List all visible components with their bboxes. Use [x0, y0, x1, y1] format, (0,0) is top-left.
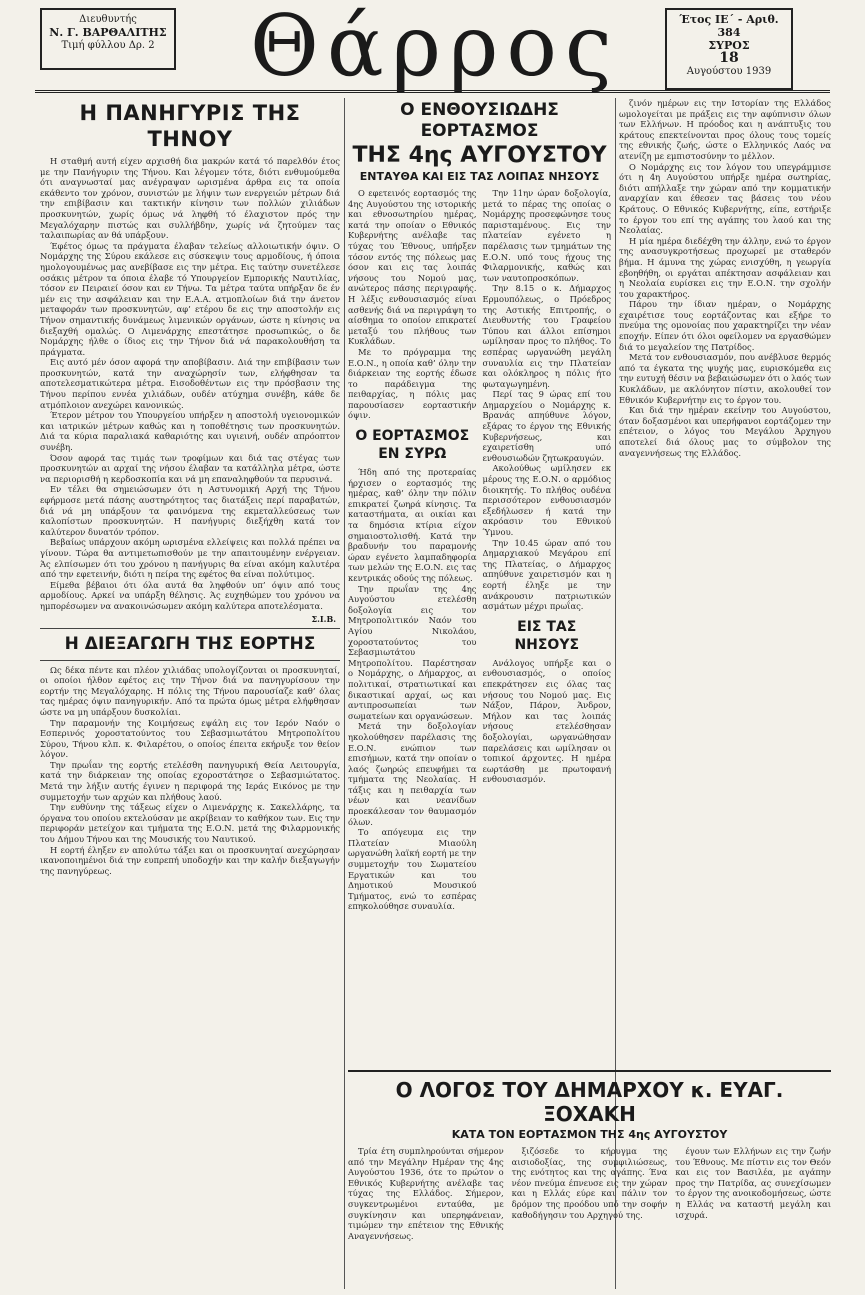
paragraph: Ως δέκα πέντε και πλέον χιλιάδας υπολογίζονται οι προσκυνηταί, οι οποίοι ήλθον εφέτος εις την Τήνον διά να πανηγυρίσουν την εορτήν της Μεγαλόχαρης. Η πόλις της Τήνου παρουσίαζε καθ’ όλας τας ημέρας όψιν πανηγυρικήν. Από τα πρώτα όμως μέτρα ελήφθησαν ώστε να μη υπάρξουν δυσκολίαι.: [40, 664, 340, 717]
paragraph: Όσον αφορά τας τιμάς των τροφίμων και διά τας στέγας των προσκυνητών αι αρχαί της νήσου έλαβαν τα κατάλληλα μέτρα, ώστε να περιορισθή η κερδοσκοπία και νά μη επαναληφθούν τα περυσινά.: [40, 452, 340, 484]
paragraph: Την 11ην ώραν δοξολογία, μετά το πέρας της οποίας ο Νομάρχης προσεφώνησε τους παρισταμένους. Εις την πλατείαν εγένετο η παρέλασις των τμημάτων της Ε.Ο.Ν. υπό τους ήχους της Φιλαρμονικής, καθώς και των ναυτοπροσκόπων.: [482, 188, 611, 283]
paragraph: Ο εφετεινός εορτασμός της 4ης Αυγούστου της ιστορικής και εθνοσωτηρίου ημέρας, κατά την οποίαν ο Εθνικός Κυβερνήτης ανέλαβε τας τύχας του Έθνους, υπήρξεν τόσον εντός της πόλεως μας όσον και εις τας λοιπάς νήσους του Νομού μας, ανώτερος πάσης περιγραφής. Η λέξις ενθουσιασμός είναι ασθενής διά να περιγράψη το αίσθημα το οποίον επικρατεί μεταξύ του πλήθους των Κυκλάδων.: [348, 188, 477, 347]
paragraph: Έφέτος όμως τα πράγματα έλαβαν τελείως αλλοιωτικήν όψιν. Ο Νομάρχης της Σύρου εκάλεσε εις σύσκεψιν τους αρμοδίους, ή όποια ημολογουμένως μας ανεβίβασε εις την μέτρα. Εις ταύτην συνετέλεσε οσάκις μέτρον τα όποια έλαβε τό Υπουργείον Εμπορικής Ναυτιλίας, τόσον εν Πειραιεί όσον και εν Τήνω. Τα μέτρα ταύτα υπήρξαν δε έν μέν εις την ασφάλειαν και την Ε.Α.Α. ατμοπλοίων διά την άνετον μεταφοράν των προσκυνητών, αφ’ ετέρου δε εις την αποστολήν εις Τήνον σημαντικής δυνάμεως λιμενικών οργάνων, ώστε η κίνησις να διεξαχθή ομαλώς. Ο Λιμενάρχης επεστάτησε προσωπικώς, ο δε Νομάρχης ήλθε ο ίδιος εις την Τήνον διά νά παρακολουθήση τα πράγματα.: [40, 240, 340, 357]
paragraph: Περί τας 9 ώρας επί του Δημαρχείου ο Νομάρχης κ. Βρανάς απηύθυνε λόγον, εξάρας το έργον της Εθνικής Κυβερνήσεως, και εχαιρετίσθη υπό ενθουσιωδών ζητωκραυγών.: [482, 389, 611, 463]
issue-box: [665, 8, 793, 90]
article-headline-tinos: Η ΠΑΝΗΓΥΡΙΣ ΤΗΣ ΤΗΝΟΥ: [79, 101, 301, 151]
paragraph: Η σταθμή αυτή είχεν αρχισθή δια μακρών κατά τό παρελθόν έτος με την Πανήγυριν της Τήνου. Και λέγομεν τότε, διότι ενθυμούμεθα ότι αναγνωσταί μας ανέγραψαν ωρισμένα άρθρα εις τα οποία εκάθεντο τον χρόνον, συνιστών με λήψιν των ενεργειών μέτρων διά την επιβίβασιν και τακτικήν κίνησιν των πολλών χιλιάδων προσκυνητών, χωρίς όμως νά ληφθή τό έλαχιστον πρός την Μεγαλόχαρην πιστώς και συλλήβδην, χωρίς νά ζητούμεν τας ταλαιπωρίας αν θά υπάρξουν.: [40, 156, 340, 241]
paragraph: Έτερον μέτρον του Υπουργείου υπήρξεν η αποστολή υγειονομικών και ιατρικών μέτρων καθώς και η τοποθέτησις των προσκυνητών. Διά τα κύρια παραλιακά καθαριότης και υγιεινή, ουδέν απρόοπτον συνέβη.: [40, 410, 340, 453]
paragraph: Και διά την ημέραν εκείνην του Αυγούστου, όταν δοξασμένοι και υπερήφανοι εορτάζομεν την επέτειον, ο λόγος του Μεγάλου Άρχηγου αποτελεί διά όλους μας το σύμβολον της αναγεννήσεως της Ελλάδος.: [619, 405, 831, 458]
masthead-rule: [35, 90, 830, 93]
issue-day: 18: [719, 50, 739, 66]
mayor-speech-columns: [348, 1146, 831, 1241]
paragraph: Εις αυτό μέν όσον αφορά την αποβίβασιν. Διά την επιβίβασιν των προσκυνητών, κατά την αναχώρησίν των, ελήφθησαν τα αποτελεσματικώτερα μέτρα. Εισοδοθέντων εις την πρόσβασιν της Τήνου περίπου εννέα χιλιάδων, ουδέν ατύχημα συνέβη, κάθε δε ατμόπλοιον ανεχώρει κανονικώς.: [40, 357, 340, 410]
paragraph: Την 8.15 ο κ. Δήμαρχος Ερμουπόλεως, ο Πρόεδρος της Αστικής Επιτροπής, ο Διευθυντής του Γραφείου Τύπου και άλλοι επίσημοι ωμίλησαν προς το πλήθος. Το εσπέρας ωργανώθη μεγάλη συναυλία εις την Πλατείαν και ολόκληρος η πόλις ήτο φωταγωγημένη.: [482, 283, 611, 389]
article-signature: Σ.Ι.Β.: [311, 613, 336, 624]
paragraph: Τρία έτη συμπληρούνται σήμερον από την Μεγάλην Ημέραν της 4ης Αυγούστου 1936, ότε το πρώτον ο Εθνικός Κυβερνήτης ανέλαβε τας τύχας της Ελλάδος. Σήμερον, συγκεντρωμένοι ενταύθα, με συγκίνησιν και υπερηφάνειαν, τιμώμεν την επέτειον της Εθνικής Αναγεννήσεως.: [348, 1146, 504, 1241]
paragraph: Την 10.45 ώραν από του Δημαρχιακού Μεγάρου επί της Πλατείας, ο Δήμαρχος απηύθυνε χαιρετισμόν και η εορτή έληξε με την ανάκρουσιν πατριωτικών ασμάτων μέχρι πρωΐας.: [482, 537, 611, 612]
paragraph: Βεβαίως υπάρχουν ακόμη ωρισμένα ελλείψεις και πολλά πρέπει να γίνουν. Τώρα θα αντιμετωπισθούν με την απαιτουμένην ενέργειαν. Άς ελπίσωμεν ότι του χρόνου η πανήγυρις θα είναι ακόμη καλυτέρα από την εφετεινήν, διότι η πείρα της εφέτος θα είναι πολύτιμος.: [40, 537, 340, 580]
paragraph: Εν τέλει θα σημειώσωμεν ότι η Αστυνομική Αρχή της Τήνου εφήρμοσε μετά πάσης αυστηρότητος τας διατάξεις περί παραβατών, διά νά μη υπάρξουν τα φαινόμενα της εκμεταλλεύσεως των καλοπίστων προσκυνητών. Η πανήγυρις διεξήχθη κατά τον καλύτερον δυνατόν τρόπον.: [40, 484, 340, 537]
two-column-block: [348, 188, 611, 912]
paragraph: Πάρου την ίδιαν ημέραν, ο Νομάρχης εχαιρέτισε τους εορτάζοντας και εξήρε το πνεύμα της ομονοίας που χαρακτηρίζει την νέαν εποχήν. Είπεν ότι όλοι οφείλομεν να εργασθώμεν διά το μεγαλείον της Πατρίδος.: [619, 299, 831, 352]
paragraph: Ανάλογος υπήρξε και ο ενθουσιασμός, ο οποίος επεκράτησεν εις όλας τας νήσους του Νομού μας. Εις Νάξον, Πάρον, Άνδρον, Μήλον και τας λοιπάς νήσους ετελέσθησαν δοξολογίαι, ωργανώθησαν παρελάσεις και ωμίλησαν οι τοπικοί άρχοντες. Η ημέρα εωρτάσθη με πρωτοφανή ενθουσιασμόν.: [482, 657, 611, 785]
section-heading-syros: Ο ΕΟΡΤΑΣΜΟΣ ΕΝ ΣΥΡΩ: [355, 428, 470, 463]
article-headline-august4-line2: ΤΗΣ 4ης ΑΥΓΟΥΣΤΟΥ: [352, 143, 607, 168]
article-subhead-mayor: ΚΑΤΑ ΤΟΝ ΕΟΡΤΑΣΜΟΝ ΤΗΣ 4ης ΑΥΓΟΥΣΤΟΥ: [451, 1128, 728, 1141]
article-headline-feast: Η ΔΙΕΞΑΓΩΓΗ ΤΗΣ ΕΟΡΤΗΣ: [64, 633, 316, 654]
article-headline-mayor: Ο ΛΟΓΟΣ ΤΟΥ ΔΗΜΑΡΧΟΥ κ. ΕΥΑΓ. ΞΟΧΑΚΗ: [395, 1078, 784, 1126]
paragraph: Ακολούθως ωμίλησεν εκ μέρους της Ε.Ο.Ν. ο αρμόδιος διοικητής. Το πλήθος ουδένα περισσότερον ενθουσιασμόν εξεδήλωσεν ή κατά την ακρόασιν του Εθνικού Ύμνου.: [482, 463, 611, 537]
issue-year-number: Έτος ΙΕ΄ - Αριθ. 384: [679, 13, 779, 39]
paragraph: Η εορτή έληξεν εν απολύτω τάξει και οι προσκυνηταί ανεχώρησαν ικανοποιημένοι διά την ευπρεπή υποδοχήν και την καλήν διεξαγωγήν της πανηγύρεως.: [40, 844, 340, 876]
editor-role: Διευθυντής: [79, 14, 137, 25]
issue-city: ΣΥΡΟΣ: [708, 39, 750, 52]
newspaper-title: Θάρρος: [250, 0, 620, 95]
column-left: [40, 98, 340, 1289]
article-headline-august4: Ο ΕΝΘΟΥΣΙΩΔΗΣ ΕΟΡΤΑΣΜΟΣ: [400, 100, 559, 141]
paragraph: ζινόν ημέρων εις την Ιστορίαν της Ελλάδος ωμολογείται με πράξεις εις την αφύπνισιν όλων των Ελλήνων. Η πρόοδος και η ανάπτυξις του κράτους επεκτείνονται προς όλους τους τομείς της εθνικής ζωής, ώστε ο Ελληνικός Λαός να ατενίζη με εμπιστοσύνην το μέλλον.: [619, 98, 831, 161]
paragraph: Ήδη από της προτεραίας ήρχισεν ο εορτασμός της ημέρας, καθ’ όλην την πόλιν επικρατεί ζωηρά κίνησις. Τα καταστήματα, αι οικίαι και τα δημόσια κτίρια είχον σημαιοστολισθή. Κατά την βραδυνήν του παραμονής ώραν εγένετο λαμπαδηφορία των μελών της Ε.Ο.Ν. εις τας κεντρικάς οδούς της πόλεως.: [348, 467, 477, 583]
paragraph: Με το πρόγραμμα της Ε.Ο.Ν., η οποία καθ’ όλην την διάρκειαν της εορτής έδωσε το παράδειγμα της πειθαρχίας, η πόλις μας παρουσίασεν εορταστικήν όψιν.: [348, 346, 477, 421]
article-body-tinos: [40, 156, 340, 612]
paragraph: Το απόγευμα εις την Πλατείαν Μιαούλη ωργανώθη λαϊκή εορτή με την συμμετοχήν του Σωματείου Εργατικών και του Δημοτικού Μουσικού Τμήματος, ενώ το εσπέρας επηκολούθησε συναυλία.: [348, 827, 477, 912]
paragraph: Η μία ημέρα διεδέχθη την άλλην, ενώ το έργον της ανασυγκροτήσεως προχωρεί με σταθερόν βήμα. Η άμυνα της χώρας ενισχύθη, η γεωργία εβοηθήθη, οι εργάται απέκτησαν ασφάλειαν και η Νεολαία ευρίσκει εις την Ε.Ο.Ν. την σχολήν του χαρακτήρος.: [619, 235, 831, 299]
paragraph: Ο Νομάρχης εις τον λόγον του υπεγράμμισε ότι η 4η Αυγούστου υπήρξε ημέρα σωτηρίας, διότι απήλλαξε την χώραν από την κομματικήν αναρχίαν και έθεσεν τας βάσεις του νέου Κράτους. Ο Εθνικός Κυβερνήτης, είπε, εστήριξε το έργον του επί της αγάπης του λαού και της Νεολαίας.: [619, 161, 831, 236]
section-rule: [40, 628, 340, 661]
column-divider: [344, 98, 345, 1289]
paragraph: ξιζόσεδε το κήρυγμα της αισιοδοξίας, της συμφιλιώσεως, της ενότητος και της αγάπης. Ένα νέον πνεύμα έπνευσε εις την χώραν και η Ελλάς εύρε και πάλιν τον δρόμον της προόδου υπό την σοφήν καθοδήγησιν του Αρχηγού της.: [511, 1146, 668, 1220]
paragraph: Μετά την δοξολογίαν ηκολούθησεν παρέλασις της Ε.Ο.Ν. ενώπιον των επισήμων, κατά την οποίαν ο λαός ζωηρώς επευφήμει τα τμήματα της Νεολαίας. Η τάξις και η πειθαρχία των νέων και νεανίδων προεκάλεσαν τον θαυμασμόν όλων.: [348, 721, 477, 827]
issue-month-year: Αυγούστου 1939: [686, 66, 772, 77]
paragraph: Την πρωΐαν της εορτής ετελέσθη πανηγυρική Θεία Λειτουργία, κατά την διάρκειαν της οποίας εχοροστάτησε ο Σεβασμιώτατος. Μετά την λήξιν αυτής έγινεν η περιφορά της Ιεράς Εικόνος με την συμμετοχήν των αρχών και πλήθους λαού.: [40, 759, 340, 802]
paragraph: Είμεθα βέβαιοι ότι όλα αυτά θα ληφθούν υπ’ όψιν από τους αρμοδίους. Αρκεί να υπάρξη θέλησις. Άς ευχηθώμεν του χρόνου να ημπορέσωμεν να ανακοινώσωμεν ακόμη καλύτερα αποτελέσματα.: [40, 579, 340, 611]
subcolumn-left: [348, 188, 477, 912]
subcolumn-right: [483, 188, 612, 912]
paragraph: Την πρωΐαν της 4ης Αυγούστου ετελέσθη δοξολογία εις τον Μητροπολιτικόν Ναόν του Αγίου Νικολάου, χοροστατούντος του Σεβασμιωτάτου Μητροπολίτου. Παρέστησαν ο Νομάρχης, ο Δήμαρχος, αι πολιτικαί, στρατιωτικαί και δικαστικαί αρχαί, ως και αντιπροσωπείαι των σωματείων και οργανώσεων.: [348, 583, 477, 721]
section-heading-islands: ΕΙΣ ΤΑΣ ΝΗΣΟΥΣ: [514, 618, 580, 653]
editor-name: Ν. Γ. ΒΑΡΘΑΛΙΤΗΣ: [49, 26, 167, 39]
paragraph: έγουν των Ελλήνων εις την ζωήν του Έθνους. Με πίστιν εις τον Θεόν και εις τον Βασιλέα, με αγάπην προς την Πατρίδα, ας συνεχίσωμεν το έργον της ανοικοδομήσεως, ώστε η Ελλάς να καταστή μεγάλη και ισχυρά.: [675, 1146, 832, 1220]
column-middle: [348, 98, 611, 1066]
paragraph: Μετά τον ενθουσιασμόν, που ανέβλυσε θερμός από τα έγκατα της ψυχής μας, ευρισκόμεθα εις την ευτυχή θέσιν να βεβαιώσωμεν ότι ο λαός των Κυκλάδων, με ακλόνητον πίστιν, ακολουθεί τον Εθνικόν Κυβερνήτην εις το έργον του.: [619, 352, 831, 405]
paragraph: Την ευθύνην της τάξεως είχεν ο Λιμενάρχης κ. Σακελλάρης, τα όργανα του οποίου εκτελούσαν με ακρίβειαν το καθήκον των. Εις την περιφοράν μετείχον και τμήματα της Ε.Ο.Ν. μετά της Φιλαρμονικής του Δήμου Τήνου και της Μουσικής του Ναυτικού.: [40, 802, 340, 845]
issue-price: Τιμή φύλλου Δρ. 2: [61, 40, 155, 51]
article-mayor-speech: [348, 1070, 831, 1241]
editor-box: [40, 8, 176, 70]
paragraph: Την παραμονήν της Κοιμήσεως εψάλη εις τον Ιερόν Ναόν ο Εσπερινός χοροστατούντος του Σεβασμιωτάτου Μητροπολίτου Σύρου, Τήνου κλπ. κ. Φιλαρέτου, ο οποίος έπειτα εκήρυξε τον θείον λόγον.: [40, 717, 340, 760]
article-subhead: ΕΝΤΑΥΘΑ ΚΑΙ ΕΙΣ ΤΑΣ ΛΟΙΠΑΣ ΝΗΣΟΥΣ: [359, 170, 600, 183]
